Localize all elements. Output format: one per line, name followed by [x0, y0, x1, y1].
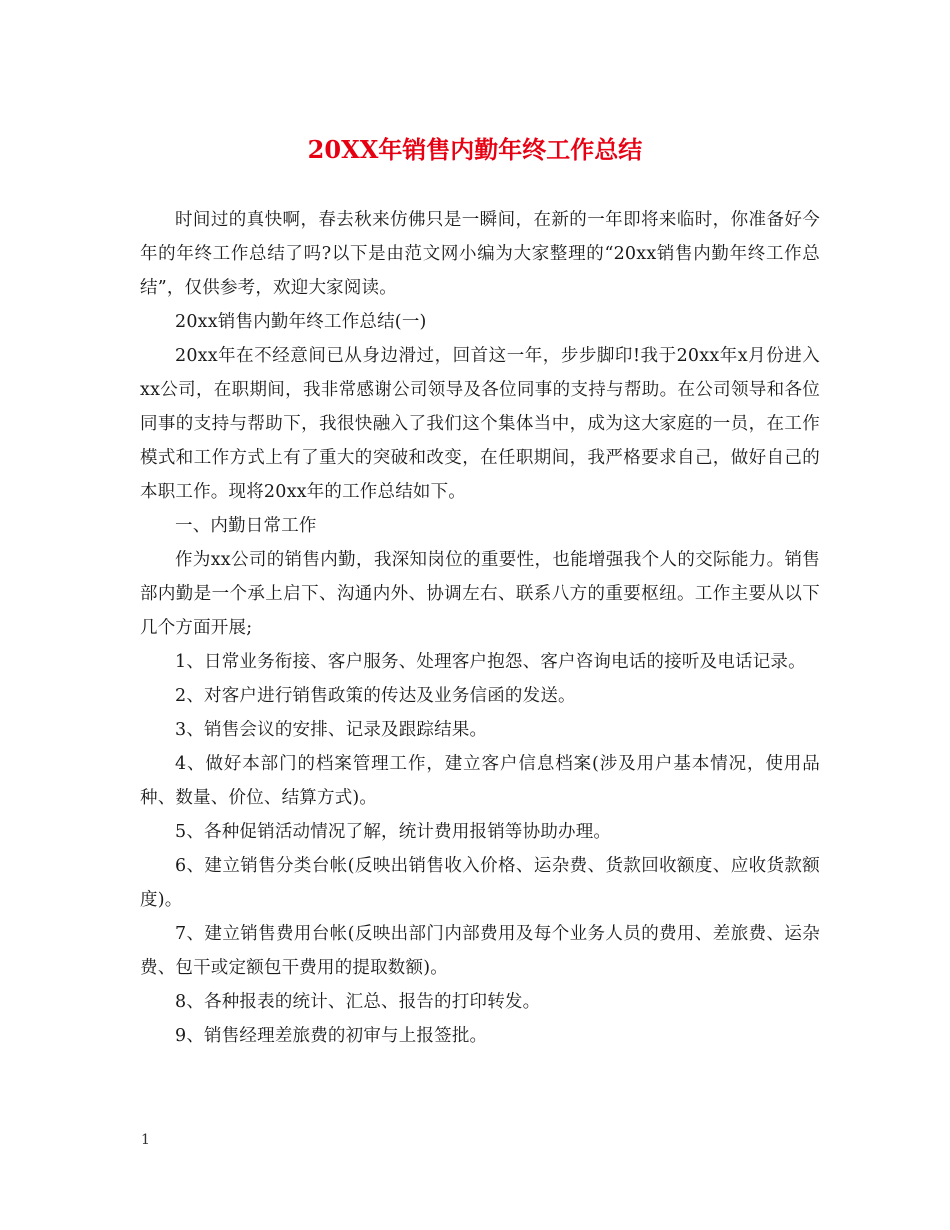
- section-heading-part-one: 20xx销售内勤年终工作总结(一): [175, 312, 427, 332]
- list-item: 8、各种报表的统计、汇总、报告的打印转发。: [175, 992, 541, 1012]
- list-item: 4、做好本部门的档案管理工作，建立客户信息档案(涉及用户基本情况，使用品种、数量、价位、结算方式)。: [140, 754, 820, 808]
- list-item: 6、建立销售分类台帐(反映出销售收入价格、运杂费、货款回收额度、应收货款额度)。: [140, 856, 820, 910]
- list-item: 7、建立销售费用台帐(反映出部门内部费用及每个业务人员的费用、差旅费、运杂费、包干或定额包干费用的提取数额)。: [140, 924, 820, 978]
- section-heading-daily-work: 一、内勤日常工作: [175, 516, 317, 536]
- list-item: 1、日常业务衔接、客户服务、处理客户抱怨、客户咨询电话的接听及电话记录。: [175, 652, 806, 672]
- document-title: 20XX年销售内勤年终工作总结: [307, 135, 643, 164]
- paragraph-intro: 时间过的真快啊，春去秋来仿佛只是一瞬间，在新的一年即将来临时，你准备好今年的年终工作总结了吗?以下是由范文网小编为大家整理的“20xx销售内勤年终工作总结”，仅供参考，欢迎大家阅读。: [140, 210, 820, 298]
- paragraph-role: 作为xx公司的销售内勤，我深知岗位的重要性，也能增强我个人的交际能力。销售部内勤是一个承上启下、沟通内外、协调左右、联系八方的重要枢纽。工作主要从以下几个方面开展;: [140, 550, 820, 638]
- page-number: 1: [141, 1132, 150, 1148]
- list-item: 2、对客户进行销售政策的传达及业务信函的发送。: [175, 686, 576, 706]
- list-item: 3、销售会议的安排、记录及跟踪结果。: [175, 720, 488, 740]
- document-body: [140, 203, 820, 1053]
- list-item: 5、各种促销活动情况了解，统计费用报销等协助办理。: [175, 822, 612, 842]
- list-item: 9、销售经理差旅费的初审与上报签批。: [175, 1026, 488, 1046]
- paragraph-overview: 20xx年在不经意间已从身边滑过，回首这一年，步步脚印!我于20xx年x月份进入xx公司，在职期间，我非常感谢公司领导及各位同事的支持与帮助。在公司领导和各位同事的支持与帮助下，我很快融入了我们这个集体当中，成为这大家庭的一员，在工作模式和工作方式上有了重大的突破和改变，在任职期间，我严格要求自己，做好自己的本职工作。现将20xx年的工作总结如下。: [140, 346, 820, 502]
